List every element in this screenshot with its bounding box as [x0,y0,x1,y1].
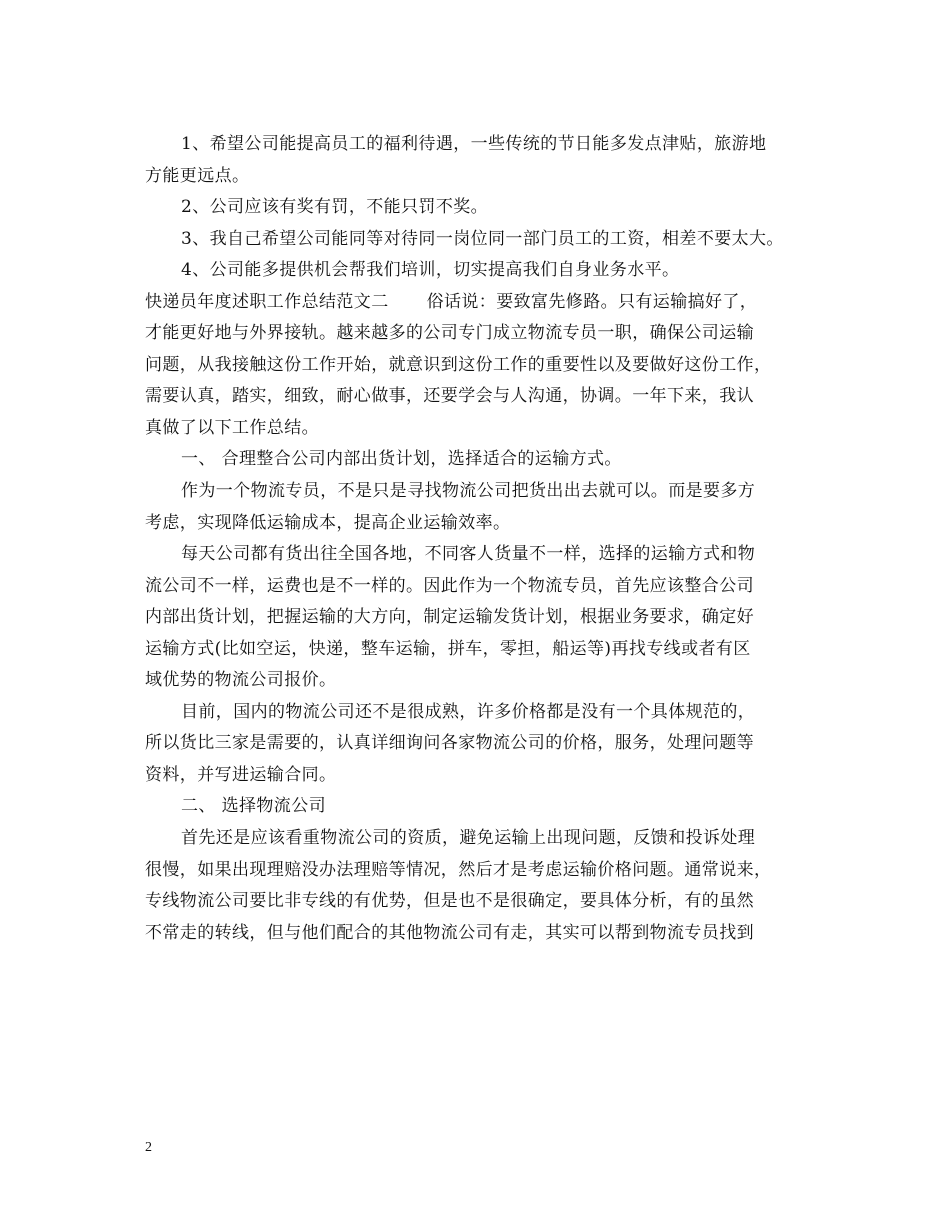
paragraph-line: 内部出货计划，把握运输的大方向，制定运输发货计划，根据业务要求，确定好 [145,607,754,628]
section-title: 快递员年度述职工作总结范文二 [145,291,389,312]
paragraph-line: 流公司不一样，运费也是不一样的。因此作为一个物流专员，首先应该整合公司 [145,575,754,596]
section-title-line [145,287,815,319]
paragraph-line: 2、公司应该有奖有罚，不能只罚不奖。 [181,197,489,218]
paragraph-line: 域优势的物流公司报价。 [145,670,337,691]
document-body [145,129,815,949]
page-number: 2 [145,1140,152,1155]
paragraph-line: 3、我自己希望公司能同等对待同一岗位同一部门员工的工资，相差不要太大。 [181,228,784,249]
paragraph-line: 4、公司能多提供机会帮我们培训，切实提高我们自身业务水平。 [181,260,680,281]
paragraph-text: 俗话说：要致富先修路。只有运输搞好了， [426,291,758,312]
paragraph-line: 运输方式(比如空运，快递，整车运输，拼车，零担，船运等)再找专线或者有区 [145,638,751,659]
paragraph-line: 问题，从我接触这份工作开始，就意识到这份工作的重要性以及要做好这份工作， [145,354,772,375]
paragraph-line: 目前，国内的物流公司还不是很成熟，许多价格都是没有一个具体规范的， [181,701,756,722]
paragraph-line: 首先还是应该看重物流公司的资质，避免运输上出现问题，反馈和投诉处理 [181,828,756,849]
paragraph-line: 作为一个物流专员，不是只是寻找物流公司把货出出去就可以。而是要多方 [181,481,756,502]
paragraph-line: 需要认真，踏实，细致，耐心做事，还要学会与人沟通，协调。一年下来，我认 [145,386,754,407]
paragraph-line: 每天公司都有货出往全国各地，不同客人货量不一样，选择的运输方式和物 [181,544,756,565]
paragraph-line: 真做了以下工作总结。 [145,417,319,438]
paragraph-line: 方能更远点。 [145,165,250,186]
paragraph-line: 才能更好地与外界接轨。越来越多的公司专门成立物流专员一职，确保公司运输 [145,323,754,344]
section-heading: 二、 选择物流公司 [181,796,327,817]
paragraph-line: 所以货比三家是需要的，认真详细询问各家物流公司的价格，服务，处理问题等 [145,733,754,754]
paragraph-line: 专线物流公司要比非专线的有优势，但是也不是很确定，要具体分析，有的虽然 [145,891,754,912]
paragraph-line: 很慢，如果出现理赔没办法理赔等情况，然后才是考虑运输价格问题。通常说来， [145,859,772,880]
paragraph-line: 考虑，实现降低运输成本，提高企业运输效率。 [145,512,511,533]
section-heading: 一、 合理整合公司内部出货计划，选择适合的运输方式。 [181,449,622,470]
paragraph-line: 不常走的转线，但与他们配合的其他物流公司有走，其实可以帮到物流专员找到 [145,922,754,943]
paragraph-line: 1、希望公司能提高员工的福利待遇，一些传统的节日能多发点津贴，旅游地 [181,134,767,154]
paragraph-line: 资料，并写进运输合同。 [145,764,337,785]
